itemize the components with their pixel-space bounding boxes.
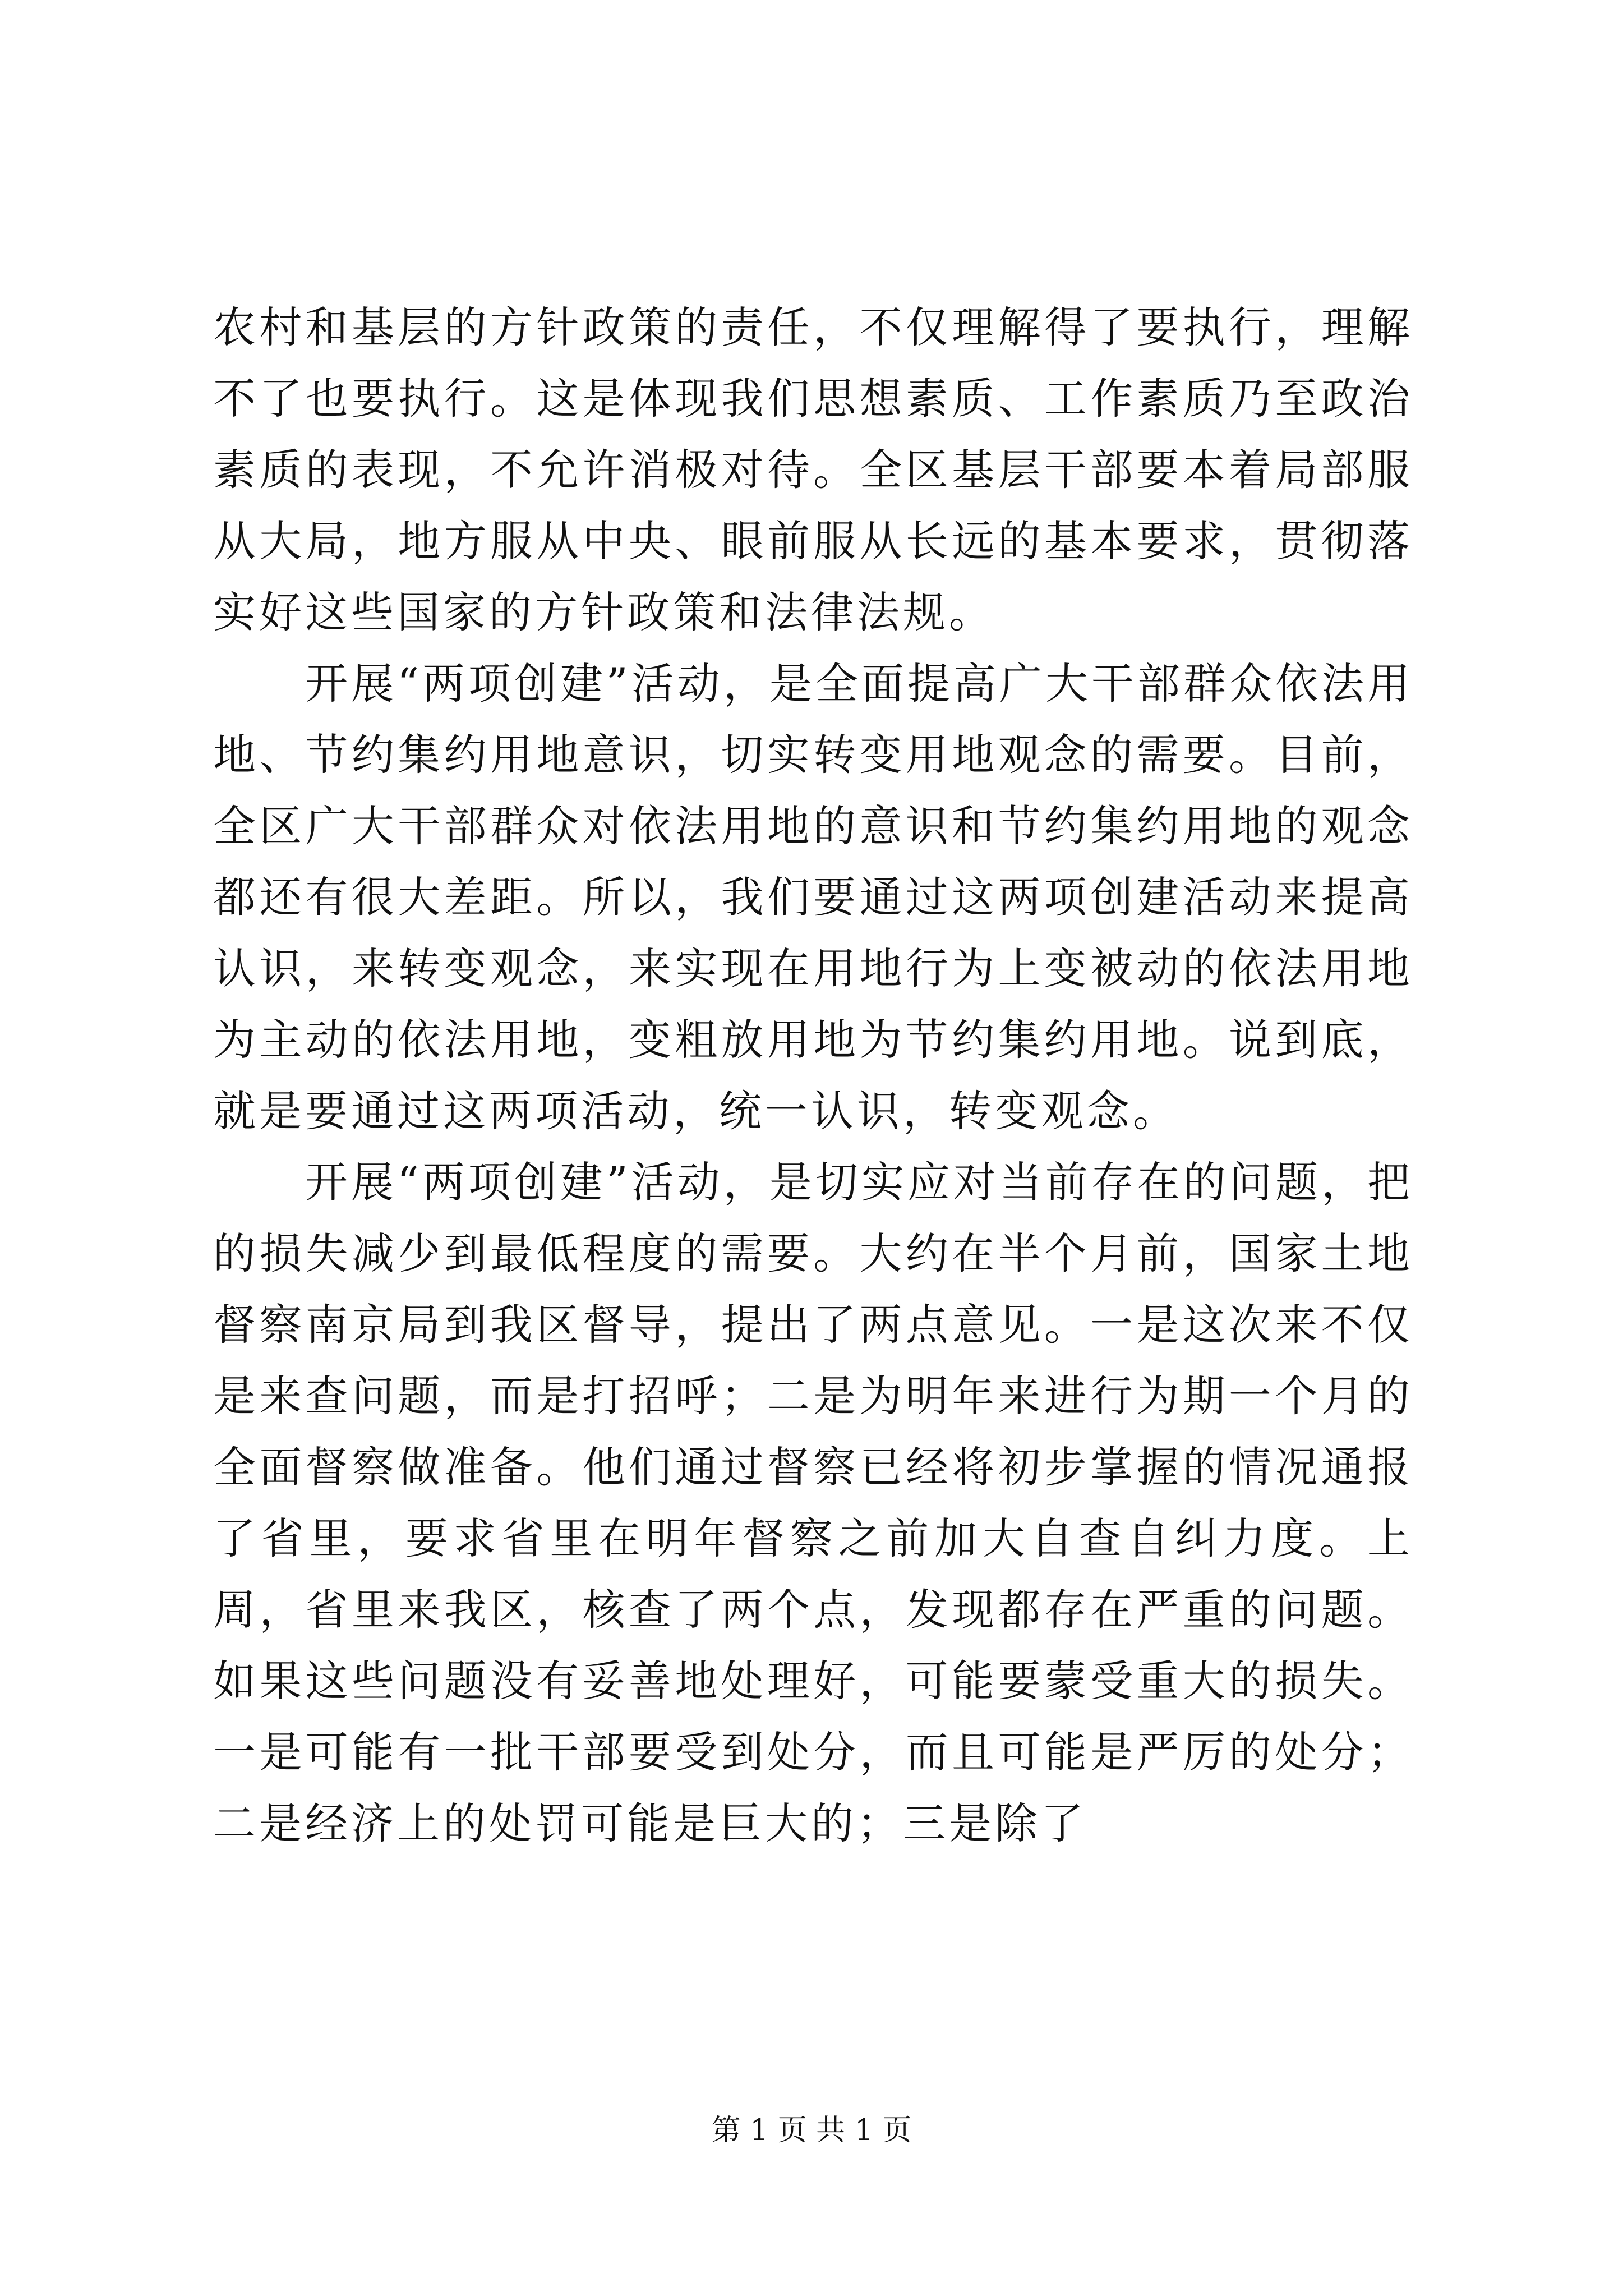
paragraph-3: 开展“两项创建”活动，是切实应对当前存在的问题，把的损失减少到最低程度的需要。大约在半个月前，国家土地督察南京局到我区督导，提出了两点意见。一是这次来不仅是来查问题，而是打招呼；二是为明年来进行为期一个月的全面督察做准备。他们通过督察已经将初步掌握的情况通报了省里，要求省里在明年督察之前加大自查自纠力度。上周，省里来我区，核查了两个点，发现都存在严重的问题。如果这些问题没有妥善地处理好，可能要蒙受重大的损失。一是可能有一批干部要受到处分，而且可能是严厉的处分；二是经济上的处罚可能是巨大的；三是除了 bbox=[213, 1157, 1413, 1848]
paragraph-1: 农村和基层的方针政策的责任，不仅理解得了要执行，理解不了也要执行。这是体现我们思想素质、工作素质乃至政治素质的表现，不允许消极对待。全区基层干部要本着局部服从大局，地方服从中央、眼前服从长远的基本要求，贯彻落实好这些国家的方针政策和法律法规。 bbox=[213, 302, 1413, 637]
paragraph-2: 开展“两项创建”活动，是全面提高广大干部群众依法用地、节约集约用地意识，切实转变用地观念的需要。目前，全区广大干部群众对依法用地的意识和节约集约用地的观念都还有很大差距。所以，我们要通过这两项创建活动来提高认识，来转变观念，来实现在用地行为上变被动的依法用地为主动的依法用地，变粗放用地为节约集约用地。说到底，就是要通过这两项活动，统一认识，转变观念。 bbox=[213, 659, 1413, 1136]
document-body bbox=[213, 292, 1413, 1859]
page-footer: 第 1 页 共 1 页 bbox=[711, 2114, 912, 2147]
